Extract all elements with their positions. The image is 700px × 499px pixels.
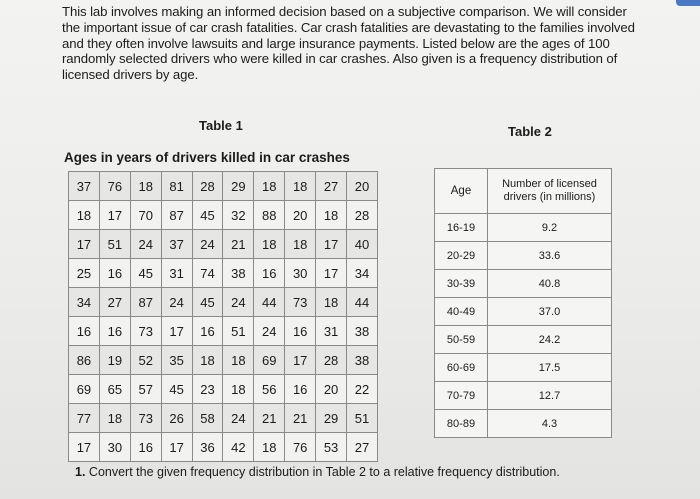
age-cell: 17 (99, 201, 130, 230)
age-range-cell: 80-89 (435, 410, 488, 438)
age-cell: 20 (347, 172, 378, 201)
age-cell: 45 (130, 259, 161, 288)
table1-caption: Ages in years of drivers killed in car crashes (64, 150, 350, 165)
age-cell: 24 (161, 288, 192, 317)
intro-line: the important issue of car crash fatalities. Car crash fatalities are devastating to the families involved (62, 19, 635, 35)
age-cell: 40 (347, 230, 378, 259)
age-cell: 20 (316, 375, 347, 404)
age-cell: 16 (99, 259, 130, 288)
age-cell: 44 (347, 288, 378, 317)
intro-line: randomly selected drivers who were killed in car crashes. Also given is a frequency distribution of (62, 51, 618, 67)
age-range-cell: 30-39 (435, 270, 488, 298)
ages-table-row (69, 201, 378, 230)
driver-count-cell: 4.3 (488, 410, 612, 438)
driver-count-cell: 37.0 (488, 298, 612, 326)
table2-row (435, 270, 612, 298)
age-range-cell: 60-69 (435, 354, 488, 382)
age-cell: 27 (99, 288, 130, 317)
age-range-cell: 40-49 (435, 298, 488, 326)
age-cell: 30 (285, 259, 316, 288)
age-cell: 37 (161, 230, 192, 259)
age-cell: 19 (99, 346, 130, 375)
driver-count-cell: 33.6 (488, 242, 612, 270)
age-cell: 74 (192, 259, 223, 288)
table2-row (435, 354, 612, 382)
age-cell: 76 (285, 433, 316, 462)
age-cell: 28 (316, 346, 347, 375)
age-cell: 17 (285, 346, 316, 375)
age-cell: 24 (254, 317, 285, 346)
table2-title: Table 2 (508, 124, 552, 139)
age-cell: 18 (285, 172, 316, 201)
table2-header-row (435, 169, 612, 214)
age-cell: 38 (223, 259, 254, 288)
age-cell: 73 (285, 288, 316, 317)
age-cell: 42 (223, 433, 254, 462)
age-cell: 37 (69, 172, 100, 201)
age-cell: 76 (99, 172, 130, 201)
age-cell: 18 (99, 404, 130, 433)
age-cell: 24 (223, 288, 254, 317)
age-cell: 18 (316, 201, 347, 230)
age-cell: 25 (69, 259, 100, 288)
age-cell: 30 (99, 433, 130, 462)
age-cell: 18 (254, 230, 285, 259)
driver-count-cell: 17.5 (488, 354, 612, 382)
age-cell: 44 (254, 288, 285, 317)
age-cell: 53 (316, 433, 347, 462)
age-cell: 22 (347, 375, 378, 404)
age-cell: 16 (130, 433, 161, 462)
age-cell: 34 (347, 259, 378, 288)
age-cell: 51 (223, 317, 254, 346)
age-range-cell: 70-79 (435, 382, 488, 410)
age-cell: 73 (130, 404, 161, 433)
age-cell: 23 (192, 375, 223, 404)
age-cell: 18 (316, 288, 347, 317)
age-cell: 16 (99, 317, 130, 346)
age-cell: 38 (347, 346, 378, 375)
age-cell: 18 (254, 172, 285, 201)
age-cell: 16 (285, 317, 316, 346)
age-cell: 28 (192, 172, 223, 201)
intro-line: licensed drivers by age. (62, 67, 199, 83)
age-cell: 16 (192, 317, 223, 346)
age-cell: 27 (347, 433, 378, 462)
age-cell: 16 (285, 375, 316, 404)
ages-table-row (69, 346, 378, 375)
ages-table-row (69, 172, 378, 201)
ages-table (68, 171, 378, 462)
question-text: Convert the given frequency distribution in Table 2 to a relative frequency distribution. (88, 465, 560, 479)
ages-table-row (69, 230, 378, 259)
age-cell: 17 (316, 259, 347, 288)
age-cell: 18 (130, 172, 161, 201)
age-cell: 52 (130, 346, 161, 375)
age-cell: 18 (223, 375, 254, 404)
intro-line: This lab involves making an informed decision based on a subjective comparison. We will consider (62, 4, 627, 19)
age-cell: 88 (254, 201, 285, 230)
age-cell: 18 (192, 346, 223, 375)
age-cell: 17 (161, 317, 192, 346)
question-number: 1. (75, 465, 86, 479)
age-cell: 16 (254, 259, 285, 288)
age-cell: 81 (161, 172, 192, 201)
age-cell: 45 (192, 201, 223, 230)
table2-row (435, 382, 612, 410)
age-cell: 69 (254, 346, 285, 375)
age-cell: 65 (99, 375, 130, 404)
corner-tab (676, 0, 700, 6)
question-1 (75, 465, 560, 479)
age-cell: 29 (223, 172, 254, 201)
age-cell: 24 (130, 230, 161, 259)
ages-table-row (69, 375, 378, 404)
driver-count-cell: 24.2 (488, 326, 612, 354)
licensed-drivers-table-body (435, 169, 612, 438)
age-cell: 36 (192, 433, 223, 462)
age-cell: 56 (254, 375, 285, 404)
age-cell: 77 (69, 404, 100, 433)
intro-paragraph (62, 4, 672, 83)
age-cell: 87 (130, 288, 161, 317)
age-cell: 51 (99, 230, 130, 259)
age-cell: 21 (223, 230, 254, 259)
age-cell: 18 (69, 201, 100, 230)
table2-row (435, 410, 612, 438)
age-cell: 58 (192, 404, 223, 433)
age-cell: 34 (69, 288, 100, 317)
table2-header-age: Age (435, 169, 488, 214)
age-cell: 20 (285, 201, 316, 230)
age-cell: 24 (192, 230, 223, 259)
age-cell: 18 (254, 433, 285, 462)
age-cell: 86 (69, 346, 100, 375)
table2-header-count: Number of licensed drivers (in millions) (488, 169, 612, 214)
age-cell: 51 (347, 404, 378, 433)
age-cell: 45 (161, 375, 192, 404)
table2-row (435, 242, 612, 270)
age-cell: 17 (69, 230, 100, 259)
age-cell: 26 (161, 404, 192, 433)
age-cell: 21 (285, 404, 316, 433)
age-cell: 87 (161, 201, 192, 230)
age-cell: 73 (130, 317, 161, 346)
age-cell: 31 (161, 259, 192, 288)
age-cell: 18 (223, 346, 254, 375)
age-cell: 57 (130, 375, 161, 404)
age-cell: 28 (347, 201, 378, 230)
ages-table-body (69, 172, 378, 462)
age-cell: 18 (285, 230, 316, 259)
age-cell: 45 (192, 288, 223, 317)
driver-count-cell: 40.8 (488, 270, 612, 298)
age-cell: 29 (316, 404, 347, 433)
age-range-cell: 20-29 (435, 242, 488, 270)
licensed-drivers-table (434, 168, 612, 438)
ages-table-row (69, 317, 378, 346)
ages-table-row (69, 433, 378, 462)
age-cell: 17 (161, 433, 192, 462)
age-cell: 31 (316, 317, 347, 346)
ages-table-row (69, 288, 378, 317)
age-cell: 16 (69, 317, 100, 346)
table2-row (435, 298, 612, 326)
age-cell: 17 (316, 230, 347, 259)
age-cell: 17 (69, 433, 100, 462)
age-cell: 32 (223, 201, 254, 230)
age-cell: 69 (69, 375, 100, 404)
intro-line: and they often involve lawsuits and large insurance payments. Listed below are the ages of 100 (62, 35, 610, 51)
age-cell: 38 (347, 317, 378, 346)
age-cell: 21 (254, 404, 285, 433)
ages-table-row (69, 259, 378, 288)
table2-row (435, 214, 612, 242)
table2-row (435, 326, 612, 354)
table1-title: Table 1 (199, 118, 243, 133)
age-range-cell: 16-19 (435, 214, 488, 242)
age-cell: 70 (130, 201, 161, 230)
age-cell: 24 (223, 404, 254, 433)
driver-count-cell: 9.2 (488, 214, 612, 242)
driver-count-cell: 12.7 (488, 382, 612, 410)
age-cell: 27 (316, 172, 347, 201)
ages-table-row (69, 404, 378, 433)
age-cell: 35 (161, 346, 192, 375)
age-range-cell: 50-59 (435, 326, 488, 354)
